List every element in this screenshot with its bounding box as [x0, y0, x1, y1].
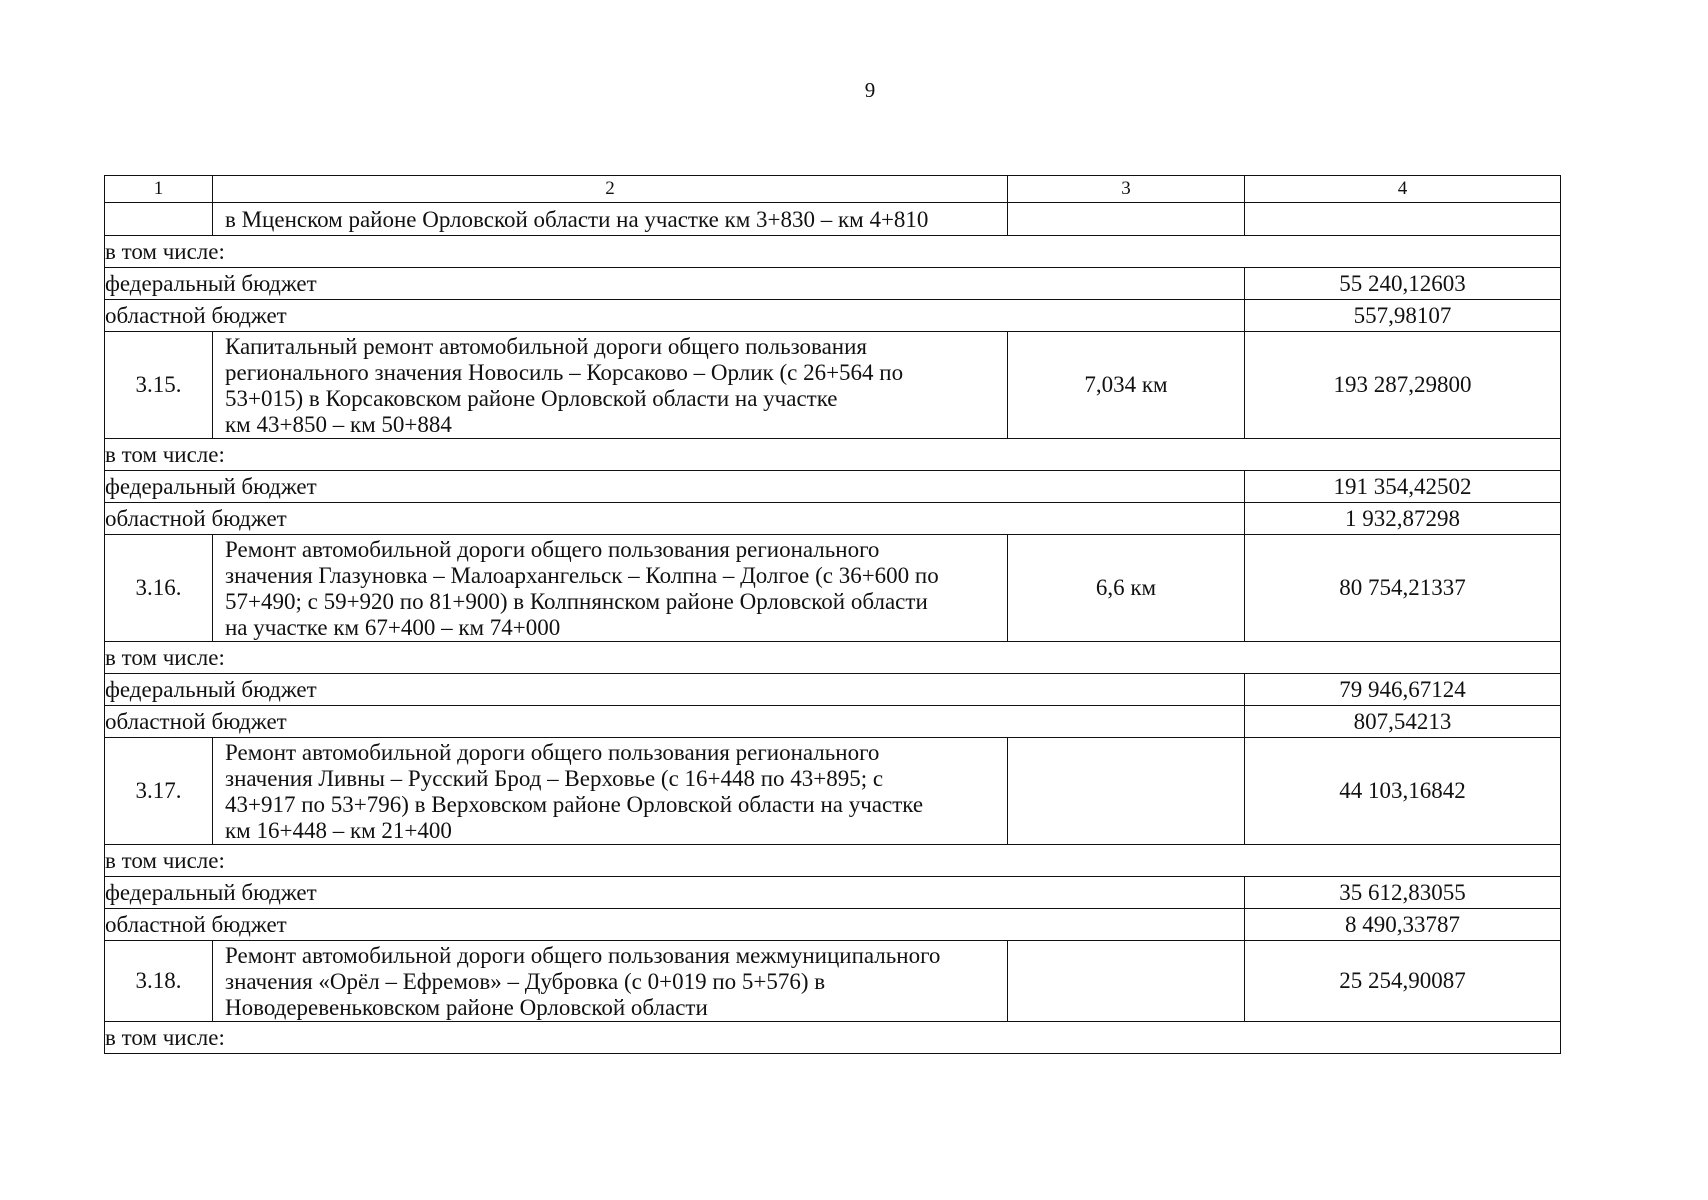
table-row — [105, 203, 1561, 236]
regional-budget-amount: 1 932,87298 — [1245, 503, 1561, 535]
col-header: 3 — [1008, 176, 1245, 203]
table-row — [105, 738, 1561, 845]
regional-budget-label: областной бюджет — [105, 909, 1245, 941]
table-row — [105, 332, 1561, 439]
regional-budget-label: областной бюджет — [105, 706, 1245, 738]
item-length: 6,6 км — [1008, 535, 1245, 642]
regional-budget-amount: 807,54213 — [1245, 706, 1561, 738]
item-number: 3.17. — [105, 738, 213, 845]
federal-budget-amount: 35 612,83055 — [1245, 877, 1561, 909]
federal-budget-label: федеральный бюджет — [105, 877, 1245, 909]
item-length — [1008, 738, 1245, 845]
item-amount: 193 287,29800 — [1245, 332, 1561, 439]
item-number: 3.18. — [105, 941, 213, 1022]
federal-budget-amount: 55 240,12603 — [1245, 268, 1561, 300]
regional-budget-amount: 557,98107 — [1245, 300, 1561, 332]
including-label: в том числе: — [105, 236, 1561, 268]
item-description: Ремонт автомобильной дороги общего пользования регионального значения Глазуновка – Малоархангельск – Колпна – Долгое (с 36+600 по 57+490; с 59+920 по 81+900) в Колпнянском районе Орловской области на участке км 67+400 – км 74+000 — [213, 535, 1008, 642]
federal-budget-label: федеральный бюджет — [105, 268, 1245, 300]
including-label: в том числе: — [105, 845, 1561, 877]
regional-budget-label: областной бюджет — [105, 300, 1245, 332]
table-row — [105, 535, 1561, 642]
item-amount: 80 754,21337 — [1245, 535, 1561, 642]
item-number: 3.16. — [105, 535, 213, 642]
item-description: Капитальный ремонт автомобильной дороги общего пользования регионального значения Новосиль – Корсаково – Орлик (с 26+564 по 53+015) в Корсаковском районе Орловской области на участке км 43+850 – км 50+884 — [213, 332, 1008, 439]
col-header: 4 — [1245, 176, 1561, 203]
including-label: в том числе: — [105, 1022, 1561, 1054]
item-number: 3.15. — [105, 332, 213, 439]
item-description: Ремонт автомобильной дороги общего пользования регионального значения Ливны – Русский Брод – Верховье (с 16+448 по 43+895; с 43+917 по 53+796) в Верховском районе Орловской области на участке км 16+448 – км 21+400 — [213, 738, 1008, 845]
item-length: 7,034 км — [1008, 332, 1245, 439]
continuation-text: в Мценском районе Орловской области на участке км 3+830 – км 4+810 — [213, 203, 1008, 236]
federal-budget-amount: 79 946,67124 — [1245, 674, 1561, 706]
including-label: в том числе: — [105, 439, 1561, 471]
regional-budget-label: областной бюджет — [105, 503, 1245, 535]
table-header-row — [105, 176, 1561, 203]
table-row — [105, 941, 1561, 1022]
col-header: 2 — [213, 176, 1008, 203]
including-label: в том числе: — [105, 642, 1561, 674]
item-description: Ремонт автомобильной дороги общего пользования межмуниципального значения «Орёл – Ефремов» – Дубровка (с 0+019 по 5+576) в Новодеревеньковском районе Орловской области — [213, 941, 1008, 1022]
federal-budget-label: федеральный бюджет — [105, 471, 1245, 503]
col-header: 1 — [105, 176, 213, 203]
federal-budget-label: федеральный бюджет — [105, 674, 1245, 706]
page-number: 9 — [864, 78, 876, 102]
federal-budget-amount: 191 354,42502 — [1245, 471, 1561, 503]
budget-table — [104, 175, 1561, 1054]
item-amount: 44 103,16842 — [1245, 738, 1561, 845]
item-length — [1008, 941, 1245, 1022]
regional-budget-amount: 8 490,33787 — [1245, 909, 1561, 941]
item-amount: 25 254,90087 — [1245, 941, 1561, 1022]
